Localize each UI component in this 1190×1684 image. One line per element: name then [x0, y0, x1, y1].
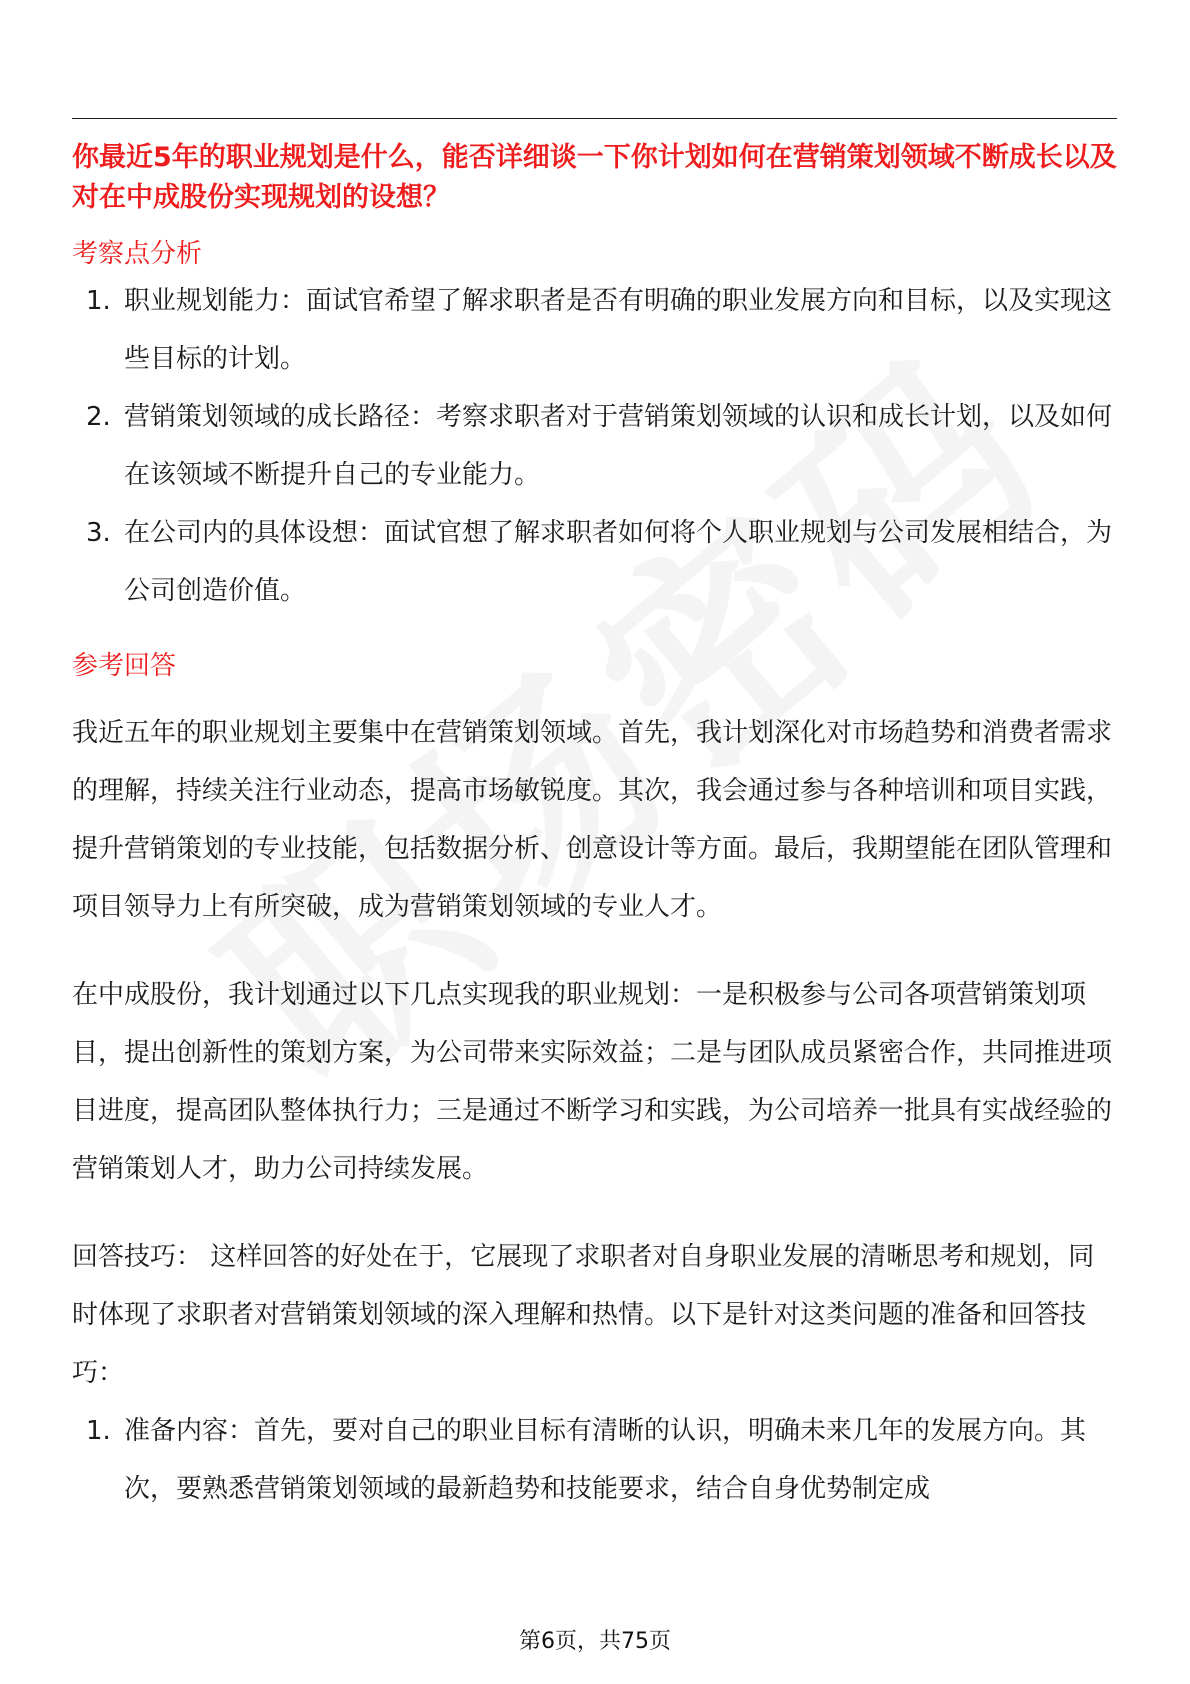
list-item-number: 3.	[86, 518, 111, 548]
list-item-number: 1.	[86, 1416, 111, 1446]
list-item	[72, 388, 1120, 504]
answer-paragraph: 在中成股份，我计划通过以下几点实现我的职业规划：一是积极参与公司各项营销策划项目，提出创新性的策划方案，为公司带来实际效益；二是与团队成员紧密合作，共同推进项目进度，提高团队整体执行力；三是通过不断学习和实践，为公司培养一批具有实战经验的营销策划人才，助力公司持续发展。	[72, 980, 1113, 1184]
list-item-text: 在公司内的具体设想：面试官想了解求职者如何将个人职业规划与公司发展相结合，为公司创造价值。	[124, 518, 1113, 606]
tips-list	[72, 1402, 1120, 1518]
list-item-number: 2.	[86, 402, 111, 432]
analysis-heading: 考察点分析	[72, 239, 203, 269]
answer-paragraph: 我近五年的职业规划主要集中在营销策划领域。首先，我计划深化对市场趋势和消费者需求的理解，持续关注行业动态，提高市场敏锐度。其次，我会通过参与各种培训和项目实践，提升营销策划的专业技能，包括数据分析、创意设计等方面。最后，我期望能在团队管理和项目领导力上有所突破，成为营销策划领域的专业人才。	[72, 718, 1113, 922]
header-divider	[72, 118, 1117, 119]
page-number: 第6页，共75页	[519, 1629, 671, 1654]
list-item-text: 职业规划能力：面试官希望了解求职者是否有明确的职业发展方向和目标，以及实现这些目标的计划。	[124, 286, 1113, 374]
page-content	[72, 138, 1120, 1518]
list-item-text: 营销策划领域的成长路径：考察求职者对于营销策划领域的认识和成长计划，以及如何在该领域不断提升自己的专业能力。	[124, 402, 1113, 490]
analysis-list	[72, 272, 1120, 620]
list-item	[72, 1402, 1120, 1518]
answer-heading: 参考回答	[72, 651, 177, 681]
list-item	[72, 272, 1120, 388]
question-title: 你最近5年的职业规划是什么，能否详细谈一下你计划如何在营销策划领域不断成长以及对在中成股份实现规划的设想？	[72, 142, 1117, 213]
list-item	[72, 504, 1120, 620]
tips-paragraph: 回答技巧： 这样回答的好处在于，它展现了求职者对自身职业发展的清晰思考和规划，同时体现了求职者对营销策划领域的深入理解和热情。以下是针对这类问题的准备和回答技巧：	[72, 1242, 1095, 1388]
list-item-text: 准备内容：首先，要对自己的职业目标有清晰的认识，明确未来几年的发展方向。其次，要熟悉营销策划领域的最新趋势和技能要求，结合自身优势制定成	[124, 1416, 1087, 1504]
list-item-number: 1.	[86, 286, 111, 316]
